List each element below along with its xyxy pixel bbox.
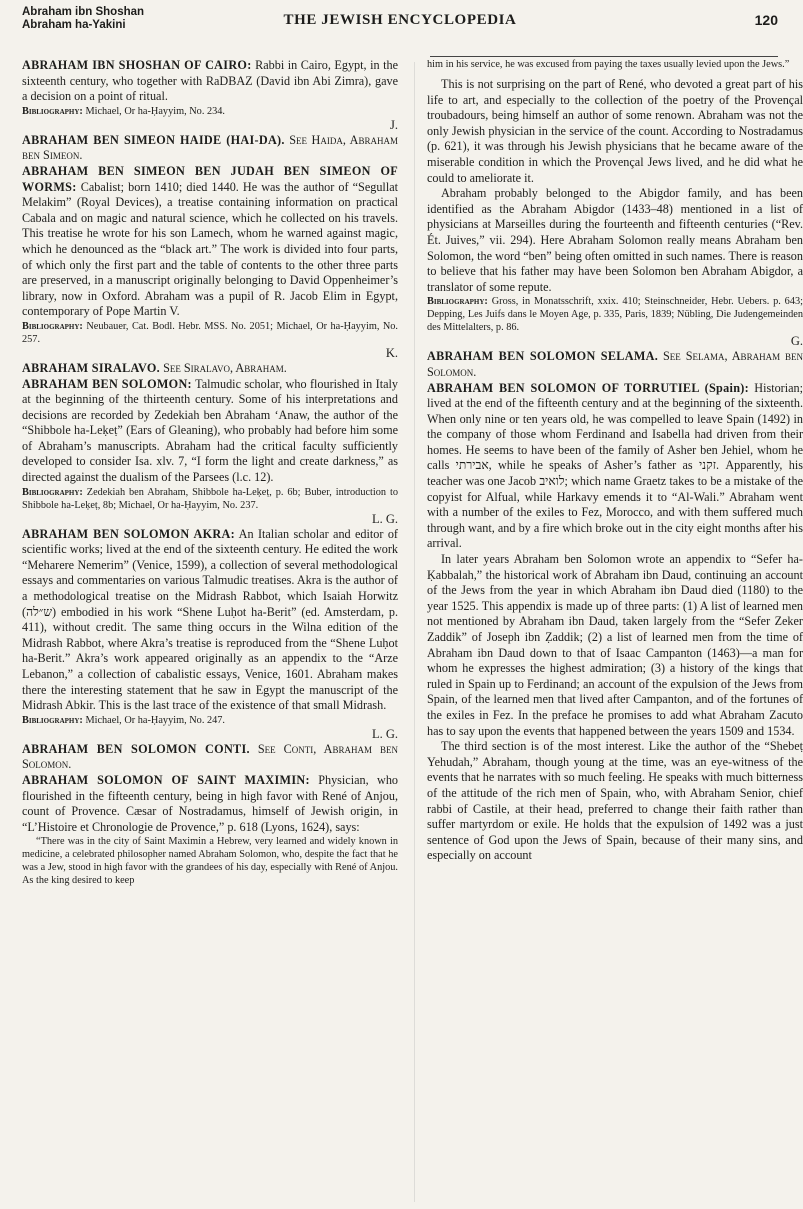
bibliography — [427, 295, 803, 334]
entry-torrutiel — [427, 381, 803, 553]
bibliography-label: Bibliography: — [22, 320, 83, 332]
entry-body: Talmudic scholar, who flourished in Italy at the beginning of the thirteenth century. Some of his interpretations and decisions are recorded by Zedekiah ben Abraham ‘Anaw, the author of the “Shibbole ha-Leḳeṭ” (Ears of Gleaning), who probably had before him some of Abraham’s manuscripts. Abraham had the critical faculty sufficiently developed to consider Isa. xlv. 7, “I form the light and create darkness,” as directed against the dualism of the Parsees (l.c. 12). — [22, 376, 399, 485]
entry-haide — [22, 133, 398, 164]
bibliography-label: Bibliography: — [22, 714, 83, 726]
cross-reference: See Conti, Abraham ben Solomon. — [22, 741, 399, 772]
entry-body: Physician, who flourished in the fifteenth century, being in high favor with René of Anjou, count of Provence. Cæsar of Nostradamus, himself of Jewish origin, in “L’Histoire et Chronologie de Provence,” p. 618 (Lyons, 1624), says: — [22, 772, 399, 834]
entry-headword: ABRAHAM IBN SHOSHAN OF CAIRO: — [22, 58, 252, 72]
running-head-first-entry: Abraham ibn Shoshan — [22, 6, 145, 18]
entry-siralavo — [22, 361, 398, 377]
entry-headword: ABRAHAM BEN SOLOMON SELAMA. — [427, 349, 659, 364]
entry-selama — [427, 349, 803, 380]
author-signature: K. — [385, 345, 398, 360]
bibliography-label: Bibliography: — [22, 105, 83, 117]
paragraph: In later years Abraham ben Solomon wrote an appendix to “Sefer ha-Ḳabbalah,” the historical work of Abraham ibn Daud, continuing an account of the Jews from the year in which Abraham ibn Daud died (1180) to the year 1525. This appendix is made up of three parts: (1) A list of learned men not mentioned by Abraham ibn Daud, taken largely from the “Sefer Zeker Zaddik” of Joseph ibn Ẓaddik; (2) a list of learned men from the time of Abraham ibn Daud down to that of Isaac Campanton (1463)—a man for whom he expresses the highest admiration; (3) a history of the kings that ruled in Spain up to Ferdinand; an account of the expulsion of the Jews from Spain, of the learned men that lived after Campanton, and of the fortunes of the exiles in Fez. In the preface he promises to add what Abraham Zacuto has to say upon the events that happened between the years 1509 and 1534. — [427, 552, 803, 738]
author-signature: L. G. — [371, 726, 398, 741]
entry-headword: ABRAHAM BEN SIMEON HAIDE (HAI-DA). — [22, 132, 285, 147]
bibliography — [22, 320, 398, 346]
entry-headword: ABRAHAM SIRALAVO. — [22, 360, 161, 375]
entry-headword: ABRAHAM BEN SOLOMON: — [22, 376, 192, 391]
bibliography-text: Gross, in Monatsschrift, xxix. 410; Steinschneider, Hebr. Uebers. p. 643; Depping, Les Juifs dans le Moyen Age, p. 335, Paris, 1839; Nübling, Die Judengemeinden des Mittelalters, p. 86. — [427, 296, 803, 334]
entry-headword: ABRAHAM BEN SIMEON BEN JUDAH BEN SIMEON OF WORMS: — [22, 163, 398, 194]
entry-body: Cabalist; born 1410; died 1440. He was the author of “Segullat Melakim” (Royal Devices), a treatise containing information on practical Cabala and on magic and natural science, which he collected on his travels. This treatise he wrote for his son Lamech, whom he warned against magic, which he denounced as the “black art.” The work is divided into four parts, of which only the first part and the table of contents to the other three parts are preserved, in a manuscript originally belonging to David Oppenheimer’s library, now in Oxford. Abraham was a pupil of R. Jacob Elim in Egypt, contemporary of Pope Martin V. — [22, 179, 398, 319]
entry-headword: ABRAHAM SOLOMON OF SAINT MAXIMIN: — [22, 772, 310, 787]
bibliography — [22, 714, 398, 727]
entry-headword: ABRAHAM BEN SOLOMON OF TORRUTIEL (Spain): — [427, 380, 750, 395]
entry-ben-solomon — [22, 377, 398, 486]
cross-reference: See Haida, Abraham ben Simeon. — [22, 132, 398, 163]
entry-akra — [22, 527, 398, 714]
entry-ibn-shoshan — [22, 58, 398, 105]
bibliography-text: Neubauer, Cat. Bodl. Hebr. MSS. No. 2051; Michael, Or ha-Ḥayyim, No. 257. — [22, 320, 399, 345]
entry-body: An Italian scholar and editor of scientific works; lived at the end of the sixteenth century. He edited the work “Meharere Nemerim” (Venice, 1599), a collection of several methodological essays and commentaries on various Talmudic treatises. Akra is the author of a methodological treatise on the Midrash Rabbot, which Isaiah Horwitz (ש״לה) embodied in his work “Shene Luḥot ha-Berit” (ed. Amsterdam, p. 411), without credit. The same thing occurs in the Wilna edition of the Midrash Rabbot, where Akra’s treatise is reproduced from the “Shene Luḥot ha-Berit.” Akra’s work appeared originally as an appendix to the “Arze Lebanon,” a collection of cabalistic essays, Venice, 1601. Abraham makes there the interesting statement that he saw in Egypt the manuscript of the Midrash Abkir. This is the last trace of the existence of that small Midrash. — [22, 526, 398, 713]
bibliography-text: Zedekiah ben Abraham, Shibbole ha-Leḳeṭ, p. 6b; Buber, introduction to Shibbole ha-Leḳeṭ, 8b; Michael, Or ha-Ḥayyim, No. 237. — [22, 486, 398, 511]
running-head-last-entry: Abraham ha-Yakini — [22, 19, 126, 31]
page-number: 120 — [754, 12, 778, 28]
entry-headword: ABRAHAM BEN SOLOMON AKRA: — [22, 526, 235, 541]
author-signature: L. G. — [371, 511, 398, 526]
paragraph: This is not surprising on the part of René, who devoted a great part of his life to art, and especially to the collection of the poetry of the Provençal troubadours, being himself an author of some renown. Abraham was not the only Jewish physician in the service of the count. According to Nostradamus (p. 621), it was through his Jewish physicians that he became aware of the miserable condition in which the Provençal Jews lived, and he did what he could to ameliorate it. — [427, 77, 803, 185]
bibliography-label: Bibliography: — [427, 296, 488, 308]
entry-body: Rabbi in Cairo, Egypt, in the sixteenth century, who together with RaDBAZ (David ibn Abi Zimra), gave a decision on a point of ritual. — [22, 58, 399, 104]
bibliography-label: Bibliography: — [22, 486, 83, 498]
bibliography-text: Michael, Or ha-Ḥayyim, No. 234. — [85, 105, 225, 117]
entry-body: Historian; lived at the end of the fifteenth century and at the beginning of the sixteenth. When only nine or ten years old, he was compelled to leave Spain (1492) in the company of those whom Ferdinand and Isabella had driven from their homes. He seems to have been of the family of Asher ben Jehiel, whom he calls אבירתי, while he speaks of Asher’s father as זקני. Apparently, his teacher was one Jacob לואיב; which name Graetz takes to be a mistake of the copyist for Alfual, while Harkavy emends it to “Al-Wali.” Abraham went with a number of the exiles to Fez, Morocco, and with them suffered much through want, and by a fire which broke out in the city eight months after his arrival. — [427, 380, 803, 551]
right-column — [427, 58, 803, 864]
paragraph: The third section is of the most interest. Like the author of the “Shebeṭ Yehudah,” Abraham, though young at the time, was an eye-witness of the events that he narrates with so much feeling. He speaks with much bitterness of the attitude of the rich men of Spain, who, with Abraham Senior, chief rabbi of Castile, at their head, preferred to change their faith rather than suffer martyrdom or exile. He holds that the expulsion of 1492 was a just sentence of God upon the Jews of Spain, because of their many sins, and especially on account — [427, 739, 803, 863]
bibliography-text: Michael, Or ha-Ḥayyim, No. 247. — [85, 714, 225, 726]
entry-conti — [22, 742, 398, 773]
page-header — [22, 4, 778, 40]
cross-reference: See Siralavo, Abraham. — [163, 360, 287, 375]
entry-headword: ABRAHAM BEN SOLOMON CONTI. — [22, 741, 250, 756]
author-signature: J. — [390, 117, 398, 132]
block-quote: “There was in the city of Saint Maximin a Hebrew, very learned and widely known in medicine, a celebrated philosopher named Abraham Solomon, who, despite the fact that he was a Jew, stood in high favor with the grandees of his day, especially with René of Anjou. As the king desired to keep — [22, 836, 398, 887]
column-divider — [414, 62, 415, 1202]
block-quote-continued: him in his service, he was excused from paying the taxes usually levied upon the Jews.” — [427, 59, 790, 70]
publication-title: THE JEWISH ENCYCLOPEDIA — [283, 12, 517, 28]
author-signature: G. — [790, 334, 803, 349]
entry-worms — [22, 164, 398, 320]
paragraph: Abraham probably belonged to the Abigdor family, and has been identified as the Abraham Abigdor (1433–48) mentioned in a list of physicians at Marseilles during the fourteenth and fifteenth centuries (“Rev. Ét. Juives,” vii. 294). Here Abraham Solomon really means Abraham ben Solomon, the word “ben” being often omitted in such names. There is reason to believe that his father may have been Solomon ben Abraham Abigdor, a translator of some repute. — [427, 186, 803, 294]
cross-reference: See Selama, Abraham ben Solomon. — [427, 349, 803, 379]
header-rule — [430, 56, 778, 57]
bibliography — [22, 105, 398, 118]
left-column — [22, 58, 398, 887]
bibliography — [22, 486, 398, 512]
entry-saint-maximin — [22, 773, 398, 835]
